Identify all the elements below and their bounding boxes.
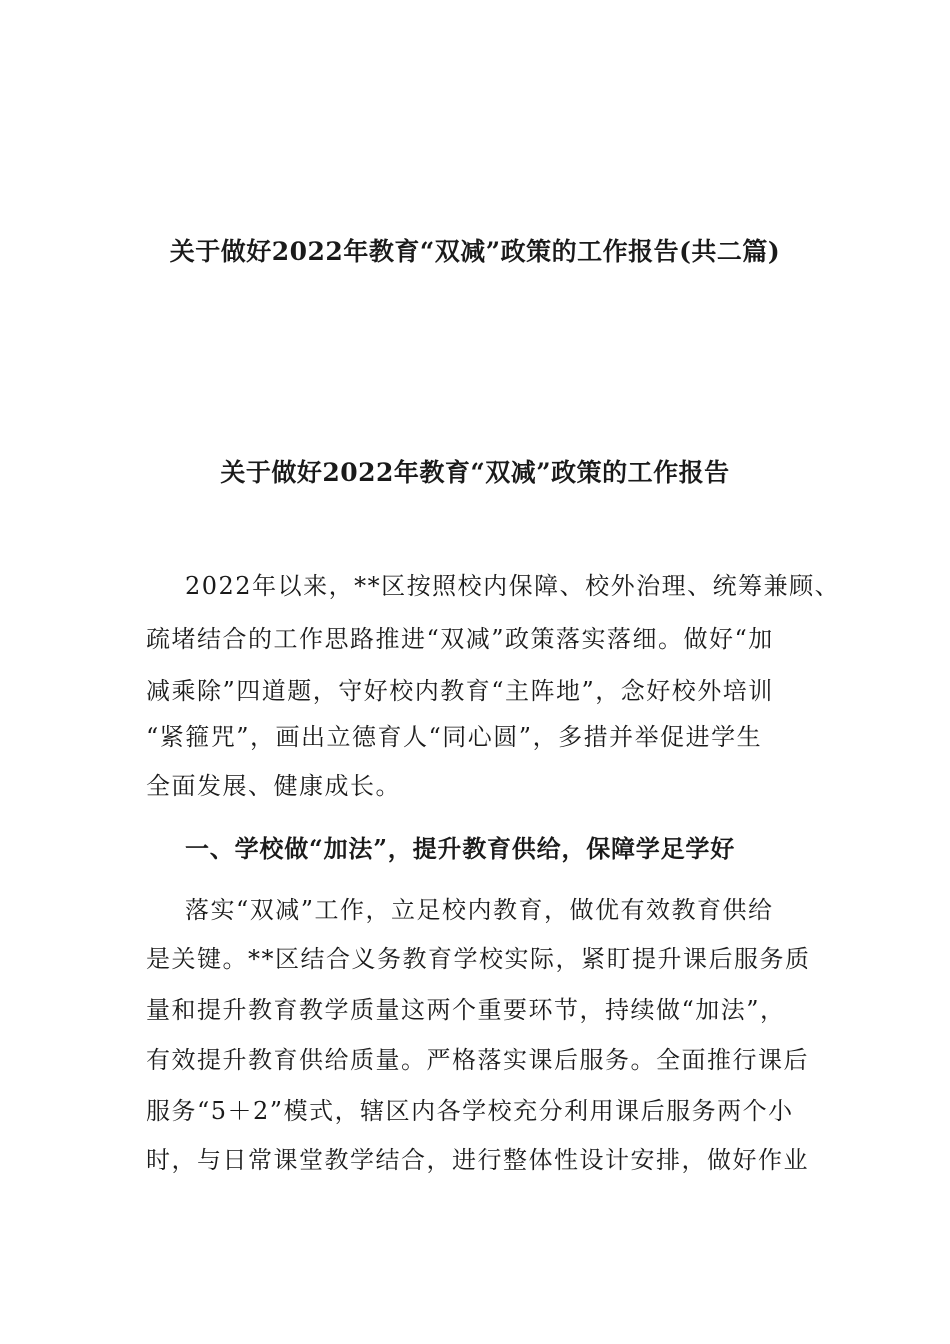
paragraph-line: “紧箍咒”，画出立德育人“同心圆”，多措并举促进学生 bbox=[146, 723, 763, 751]
paragraph-line: 时，与日常课堂教学结合，进行整体性设计安排，做好作业 bbox=[146, 1146, 809, 1174]
paragraph-line: 服务“5＋2”模式，辖区内各学校充分利用课后服务两个小 bbox=[146, 1097, 794, 1125]
paragraph-line: 是关键。**区结合义务教育学校实际，紧盯提升课后服务质 bbox=[146, 945, 811, 973]
paragraph-line: 量和提升教育教学质量这两个重要环节，持续做“加法”， bbox=[146, 996, 786, 1024]
paragraph-line: 减乘除”四道题，守好校内教育“主阵地”，念好校外培训 bbox=[146, 677, 774, 705]
paragraph-line: 全面发展、健康成长。 bbox=[146, 772, 401, 800]
paragraph-line: 有效提升教育供给质量。严格落实课后服务。全面推行课后 bbox=[146, 1046, 809, 1074]
document-title: 关于做好2022年教育“双减”政策的工作报告(共二篇) bbox=[169, 237, 781, 266]
section-heading: 一、学校做“加法”，提升教育供给，保障学足学好 bbox=[185, 834, 736, 863]
paragraph-line: 落实“双减”工作，立足校内教育，做优有效教育供给 bbox=[185, 896, 774, 924]
report-title: 关于做好2022年教育“双减”政策的工作报告 bbox=[220, 458, 730, 487]
paragraph-line: 疏堵结合的工作思路推进“双减”政策落实落细。做好“加 bbox=[146, 625, 774, 653]
paragraph-line: 2022年以来，**区按照校内保障、校外治理、统筹兼顾、 bbox=[185, 572, 841, 600]
